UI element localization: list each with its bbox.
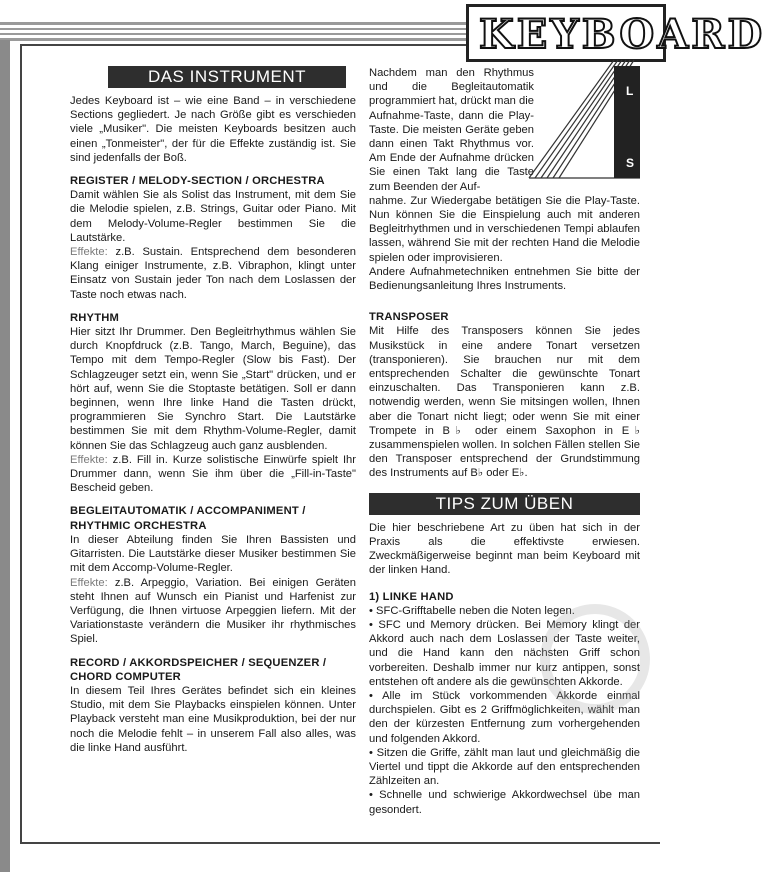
section-title-rhythm: RHYTHM — [70, 311, 120, 324]
effects-text: z.B. Fill in. Kurze solistische Einwürfe spielt Ihr Drummer dann, wenn Sie ihm über die „Fill-in-Taste" Bescheid geben. — [70, 453, 356, 495]
section-body-register: Damit wählen Sie als Solist das Instrument, mit dem Sie die Melodie spielen, z.B. Strings, Guitar oder Piano. Mit dem Melody-Volume-Regler bestimmen Sie die Lautstärke. — [70, 189, 356, 244]
heading-das-instrument: DAS INSTRUMENT — [108, 66, 346, 88]
section-title-transposer: TRANSPOSER — [369, 311, 449, 324]
effects-text: z.B. Sustain. Entsprechend dem besonderen Klang einiger Instrumente, z.B. Vibraphon, klingt unter Einsatz von Sustain jeder Ton nach dem Loslassen der Taste noch etwas nach. — [70, 246, 356, 301]
title-box — [466, 4, 765, 62]
effects-label: Effekte: — [70, 246, 108, 259]
side-letter-top: L — [626, 84, 634, 98]
section-body-rhythm: Hier sitzt Ihr Drummer. Den Begleitrhythmus wählen Sie durch Knopfdruck (z.B. Tango, March, Beguine), das Tempo mit dem Tempo-Regler (Slow bis Fast). Der Schlagzeuger setzt ein, wenn Sie „Start" drücken, und er hört auf, wenn Sie die Stoptaste betätigen. Soll er dann beginnen, wenn Ihre linke Hand die Tasten drückt, programmieren Sie Synchro Start. Die Lautstärke bestimmen Sie mit dem Rhythm-Volume-Regler, damit können Sie das Schlagzeug auch ganz ausblenden. — [70, 326, 356, 452]
section-title-record: RECORD / AKKORDSPEICHER / SEQUENZER / CHORD COMPUTER — [70, 656, 327, 683]
record-continued-narrow: Nachdem man den Rhythmus und die Begleitautomatik programmiert hat, drückt man die Aufnahme-Taste, dann die Play-Taste. Die meisten Geräte geben dann einen Takt Rhythmus vor. Am Ende der Aufnahme drücken Sie einen Takt lang die Taste zum Beenden der Auf- — [369, 67, 534, 193]
page-title: KEYBOARD — [479, 11, 765, 58]
record-outro: Andere Aufnahmetechniken entnehmen Sie bitte der Bedienungsanleitung Ihres Instruments. — [369, 265, 640, 293]
section-title-register: REGISTER / MELODY-SECTION / ORCHESTRA — [70, 175, 325, 188]
section-effects-rhythm — [70, 453, 356, 496]
section-body-begleitautomatik: In dieser Abteilung finden Sie Ihren Bassisten und Gitarristen. Die Lautstärke dieser Musiker bestimmen Sie mit dem Accomp-Volume-Regler. — [70, 533, 356, 575]
section-body-record: In diesem Teil Ihres Gerätes befindet sich ein kleines Studio, mit dem Sie Playbacks einspielen können. Unter Playback versteht man eine Musikproduktion, bei der nur noch die Melodie fehlt – in unserem Fall also alles, was die linke Hand ausführt. — [70, 684, 356, 754]
section-body-transposer: Mit Hilfe des Transposers können Sie jedes Musikstück in eine andere Tonart versetzen (transponieren). Sie brauchen nur mit dem entsprechenden Schalter die gewünschte Tonart einzuschalten. Das Transponieren kann z.B. notwendig werden, wenn Sie mitsingen wollen, Ihnen aber die Tonart nicht liegt; oder wenn Sie mit einer Trompete in B♭ oder einem Saxophon in E♭ zusammenspielen wollen. In solchen Fällen stellen Sie den Transposer entsprechend der Grundstimmung des Instruments auf B♭ oder E♭. — [369, 325, 640, 480]
section-effects-begleitautomatik — [70, 576, 356, 647]
tips-bullet: • Sitzen die Griffe, zählt man laut und gleichmäßig die Viertel und tippt die Akkorde auf den entsprechenden Zählzeiten an. — [369, 746, 640, 788]
tips-bullet: • SFC-Grifftabelle neben die Noten legen. — [369, 604, 575, 617]
tips-subtitle: 1) LINKE HAND — [369, 590, 454, 603]
section-title-begleitautomatik: BEGLEITAUTOMATIK / ACCOMPANIMENT / RHYTHMIC ORCHESTRA — [70, 505, 306, 532]
section-effects-register — [70, 245, 356, 302]
left-column — [70, 66, 356, 755]
tips-bullet: • Schnelle und schwierige Akkordwechsel übe man gesondert. — [369, 789, 640, 816]
intro-paragraph: Jedes Keyboard ist – wie eine Band – in verschiedene Sections gegliedert. Je nach Größe gibt es verschieden viele „Musiker". Die meisten Keyboards besitzen auch einen „Tonmeister", der für die Effekte zuständig ist. Sie sind jedenfalls der Boß. — [70, 95, 356, 164]
effects-text: z.B. Arpeggio, Variation. Bei einigen Geräten steht Ihnen auf Wunsch ein Pianist und Harfenist zur Verfügung, die Ihnen virtuose Arpeggien liefern. Mit der Variationstaste verändern die Musiker ihr rhythmisches Spiel. — [70, 576, 356, 646]
watermark-circle — [540, 604, 650, 714]
record-continued: nahme. Zur Wiedergabe betätigen Sie die Play-Taste. Nun können Sie die Einspielung auch mit anderen Begleitrhythmen und in verschiedenen Tempi ablaufen lassen, während Sie mit der rechten Hand die Melodie spielen oder improvisieren. — [369, 194, 640, 264]
tips-bullet: • Alle im Stück vorkommenden Akkorde einmal durchspielen. Gibt es 2 Griffmöglichkeiten, wählt man den der kürzesten Entfernung zum vorhergehenden und folgenden Akkord. — [369, 689, 640, 745]
effects-label: Effekte: — [70, 576, 108, 589]
effects-label: Effekte: — [70, 453, 108, 466]
tips-bullet: • SFC und Memory drücken. Bei Memory klingt der Akkord auch nach dem Loslassen der Taste weiter, und die Hand kann den nächsten Griff schon vorbereiten. Deshalb immer nur kurz antippen, sonst entstehen oft andere als die gewünschten Akkorde. — [369, 618, 640, 688]
side-letter-bottom: S — [626, 156, 635, 170]
tips-intro: Die hier beschriebene Art zu üben hat sich in der Praxis als die effektivste erwiesen. Zweckmäßigerweise beginnt man beim Keyboard mit der linken Hand. — [369, 521, 640, 577]
heading-tips: TIPS ZUM ÜBEN — [369, 493, 640, 515]
left-gray-bar — [0, 40, 10, 872]
